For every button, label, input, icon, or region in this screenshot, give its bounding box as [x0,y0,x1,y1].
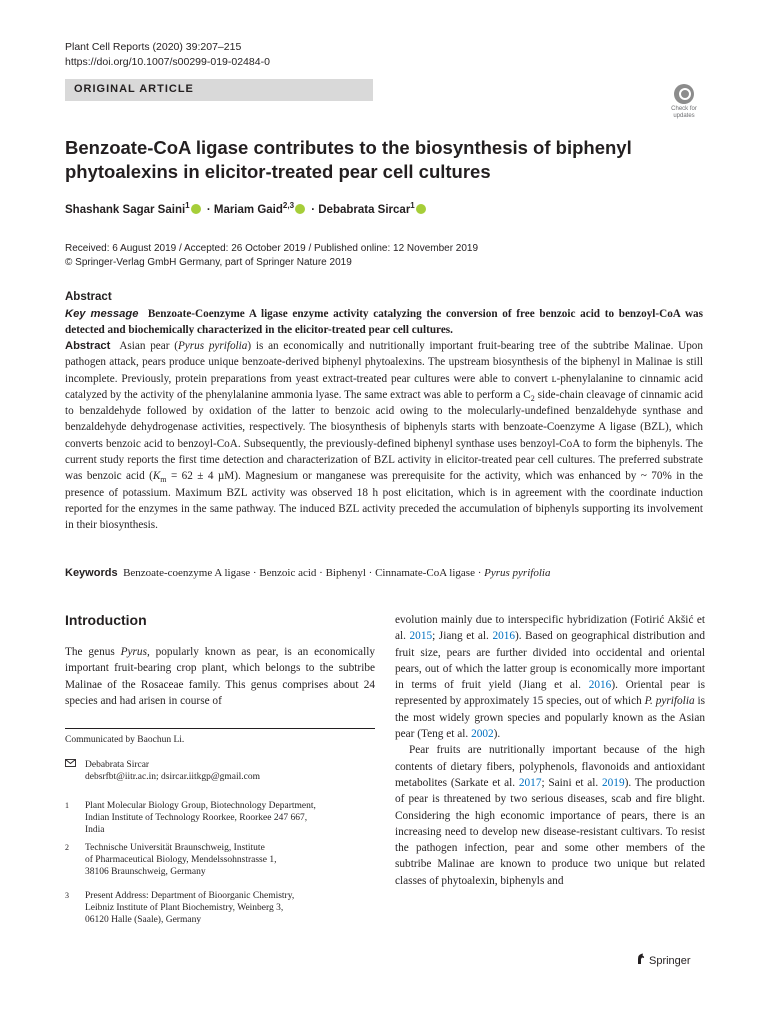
paragraph: Pear fruits are nutritionally important because of the high contents of dietary fibers, polyphenols, flavonoids and antioxidant metabolites (Sarkate et al. 2017; Saini et al. 2019). The production of pear is threatened by two serious diseases, scab and fire blight. Considering the high economic importance of pears, there is an increasing need to develop new disease-resistant cultivars. To resist the pathogen infection, pear and some other members of the subtribe Malinae are known to produce two unique but related classes of phytoalexin, biphenyls and [395,744,705,887]
author-name[interactable]: Mariam Gaid [213,204,283,216]
email-link[interactable]: debsrfbt@iitr.ac.in; dsircar.iitkgp@gmail.com [85,772,261,783]
footnote-divider [65,728,375,729]
publication-dates: Received: 6 August 2019 / Accepted: 26 October 2019 / Published online: 12 November 2019 © Springer-Verlag GmbH Germany, part of Springer Nature 2019 [65,243,479,268]
section-heading-introduction: Introduction [65,612,147,628]
copyright: © Springer-Verlag GmbH Germany, part of Springer Nature 2019 [65,257,352,268]
key-message-label: Key message [65,308,139,320]
intro-left-column: The genus Pyrus, popularly known as pear, is an economically important fruit-bearing crop plant, which belongs to the subtribe Malinae of the Rosaceae family. This genus comprises about 24 species and had arisen in course of [65,646,375,707]
check-for-updates-icon [674,84,694,104]
check-for-updates-badge[interactable]: Check for updates [664,84,704,124]
keywords: Keywords Benzoate-coenzyme A ligase · Benzoic acid · Biphenyl · Cinnamate-CoA ligase · Pyrus pyrifolia [65,567,551,579]
article-type: ORIGINAL ARTICLE [74,83,194,95]
citation-link[interactable]: 2019 [602,776,625,789]
citation-link[interactable]: 2016 [588,679,612,692]
citation-link[interactable]: 2015 [409,630,433,643]
doi-link[interactable]: https://doi.org/10.1007/s00299-019-02484-0 [65,56,270,68]
author-affiliation: 1 [410,201,415,211]
author-name[interactable]: Shashank Sagar Saini [65,204,186,216]
journal-volume: Plant Cell Reports (2020) 39:207–215 [65,41,242,53]
citation-link[interactable]: 2017 [518,776,542,789]
abstract-heading: Abstract [65,291,112,303]
envelope-icon [65,759,76,771]
citation-link[interactable]: 2016 [492,630,516,643]
author-list: Shashank Sagar Saini$^1$ · Mariam Gaid$^{2,3}$ · Debabrata Sircar$^1$ [65,203,429,218]
springer-horse-icon [636,953,645,965]
orcid-icon[interactable] [191,204,201,214]
key-message-text: Benzoate-Coenzyme A ligase enzyme activity catalyzing the conversion of free benzoic acid to benzoyl-CoA was detected and biochemically characterized in the elicitor-treated pear cell cultures. [65,308,703,337]
paragraph: evolution mainly due to interspecific hybridization (Fotirić Akšić et al. 2015; Jiang et al. 2016). Based on geographical distribution and fruit size, pears are further divided into occidental and oriental pears, out of which the latter group is economically more important in terms of fruit yield (Jiang et al. 2016). Oriental pear is represented by approximately 15 species, out of which P. pyrifolia is the most widely grown species and popularly known as the Asian pear (Teng et al. 2002). [395,614,705,741]
publisher-logo: Springer [636,953,691,967]
key-message [65,306,703,339]
author-affiliation: 1 [185,201,190,211]
journal-citation [65,40,270,70]
author-name[interactable]: Debabrata Sircar [318,204,411,216]
intro-right-column [395,612,705,889]
abstract-label: Abstract [65,340,111,352]
author-affiliation: 2,3 [282,201,295,211]
abstract-text: Abstract Asian pear (Pyrus pyrifolia) is an economically and nutritionally important fruit-bearing tree of the subtribe Malinae. Upon pathogen attack, pears produce unique benzoate-derived biphenyl phytoalexins. The upstream biosynthesis of the biphenyl in Malinae is still incomplete. Previously, protein preparations from yeast extract-treated pear cultures were able to convert ʟ-phenylalanine to cinnamic acid catalyzed by the activity of the phenylalanine ammonia lyase. The same extract was able to perform a $C_2$ side-chain cleavage of cinnamic acid to benzaldehyde followed by oxidation of the latter to benzoic acid owing to the molecularly-undefined benzaldehyde synthase and benzaldehyde dehydrogenase activities, respectively. The biosynthesis of biphenyls starts with benzoate-Coenzyme A ligase (BZL), which converts benzoic acid to benzoyl-CoA. Subsequently, the previously-defined biphenyl synthase uses benzoyl-CoA to form the biphenyls. The current study reports the first time detection and characterization of BZL activity in elicitor-treated pear cell cultures. The preferred substrate was benzoic acid ($K_m = 62 \pm 4$ µM). Magnesium or manganese was prerequisite for the activity, which was enhanced by ~ 70% in the presence of potassium. Maximum BZL activity was observed 18 h post elicitation, which is in agreement with the coordinate induction reported for the enzymes in the same pathway. The induced BZL activity preceded the accumulation of biphenyls supporting its involvement in their biosynthesis. [65,340,704,532]
orcid-icon[interactable] [416,204,426,214]
communicated-by: Communicated by Baochun Li. [65,735,185,745]
orcid-icon[interactable] [295,204,305,214]
keywords-label: Keywords [65,567,118,579]
article-title: Benzoate-CoA ligase contributes to the biosynthesis of biphenyl phytoalexins in elicitor-treated pear cell cultures [65,137,632,182]
citation-link[interactable]: 2002 [471,728,494,741]
